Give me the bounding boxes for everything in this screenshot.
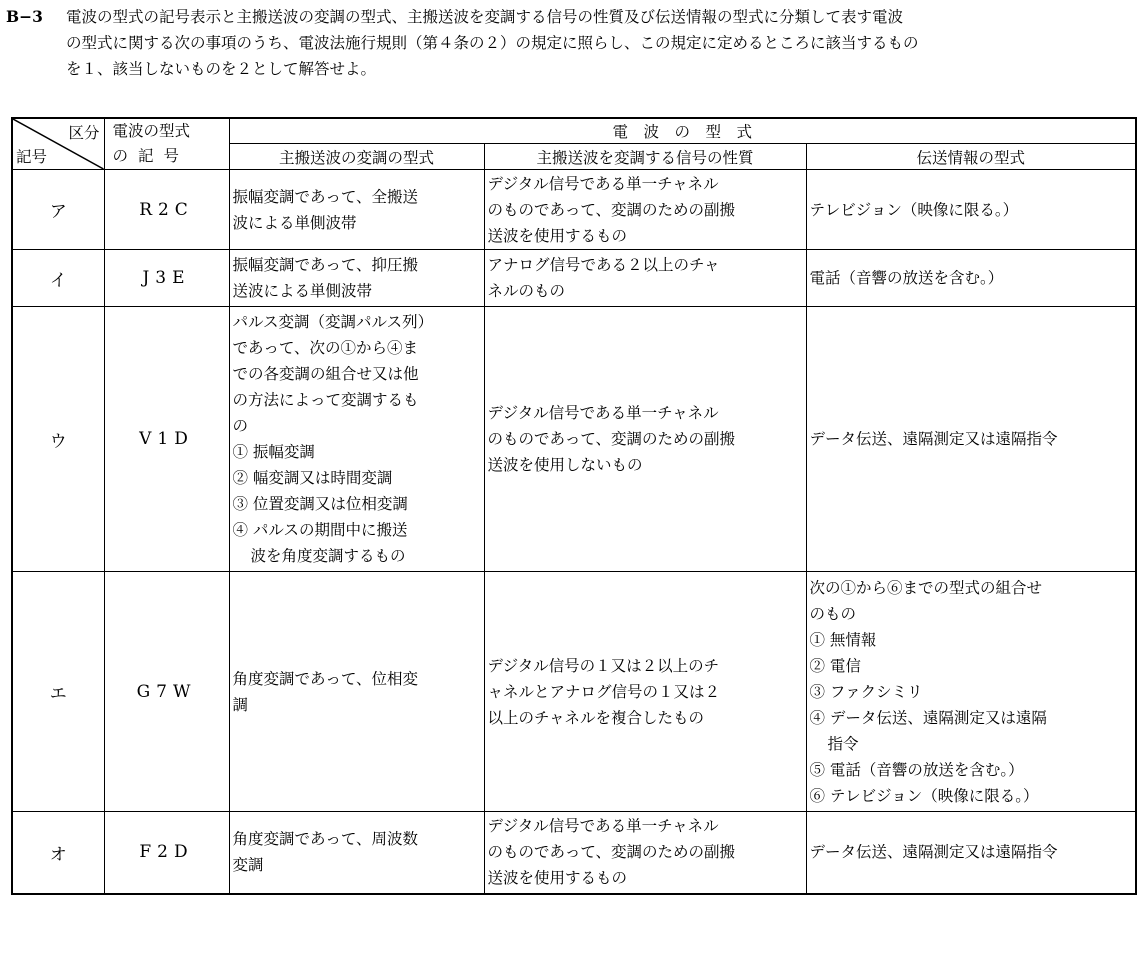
question-number: B−3 [6, 7, 43, 26]
cell-line: のものであって、変調のための副搬 [487, 843, 736, 862]
row-code: R2C [104, 170, 229, 250]
cell-line: ャネルとアナログ信号の１又は２ [487, 682, 721, 701]
cell-line: 調 [232, 695, 249, 714]
cell-line: 送波を使用するもの [487, 869, 628, 888]
info-cell [806, 307, 1136, 572]
cell-line: での各変調の組合せ又は他 [232, 365, 419, 383]
wave-type-symbol-header-line1: 電波の型式 [112, 122, 191, 140]
signal-cell [484, 572, 806, 812]
cell-line: ① 無情報 [809, 630, 877, 649]
cell-line: 次の①から⑥までの型式の組合せ [809, 578, 1043, 597]
row-label: ア [12, 170, 104, 250]
cell-line: 角度変調であって、周波数 [232, 830, 419, 849]
cell-line: のものであって、変調のための副搬 [487, 430, 736, 448]
cell-line: ④ パルスの期間中に搬送 [232, 521, 408, 539]
cell-line: 変調 [232, 856, 264, 875]
cell-line: 振幅変調であって、全搬送 [232, 187, 419, 206]
cell-line: ③ 位置変調又は位相変調 [232, 495, 408, 513]
cell-line: 送波による単側波帯 [232, 282, 373, 300]
table-row [12, 572, 1136, 812]
question-line-1: 電波の型式の記号表示と主搬送波の変調の型式、主搬送波を変調する信号の性質及び伝送情報の型式に分類して表す電波 [66, 8, 904, 26]
cell-line: 指令 [827, 734, 859, 753]
modulation-cell [229, 250, 484, 307]
diagonal-header-cell [12, 118, 104, 170]
row-code: F2D [104, 812, 229, 894]
table-row [12, 812, 1136, 894]
cell-line: であって、次の①から④ま [232, 339, 419, 357]
cell-line: 角度変調であって、位相変 [232, 669, 419, 688]
cell-line: 送波を使用するもの [487, 226, 628, 245]
cell-line: デジタル信号である単一チャネル [487, 174, 719, 193]
cell-line: の [232, 417, 249, 435]
cell-line: ③ ファクシミリ [809, 682, 923, 701]
table-row [12, 170, 1136, 250]
cell-line: データ伝送、遠隔測定又は遠隔指令 [809, 430, 1058, 448]
cell-line: 送波を使用しないもの [487, 456, 643, 474]
cell-line: ② 幅変調又は時間変調 [232, 469, 393, 487]
wave-type-symbol-header-line2: の記号 [112, 147, 190, 165]
symbol-header-label: 記号 [16, 148, 48, 166]
cell-line: パルス変調（変調パルス列） [232, 313, 434, 331]
row-label: ウ [12, 307, 104, 572]
cell-line: 振幅変調であって、抑圧搬 [232, 256, 419, 274]
cell-line: のもの [809, 604, 857, 623]
cell-line: デジタル信号の１又は２以上のチ [487, 656, 720, 675]
cell-line: デジタル信号である単一チャネル [487, 817, 719, 836]
modulation-cell [229, 170, 484, 250]
info-cell [806, 572, 1136, 812]
cell-line: アナログ信号である２以上のチャ [487, 256, 720, 274]
signal-cell [484, 307, 806, 572]
cell-line: ⑤ 電話（音響の放送を含む。） [809, 760, 1024, 779]
table-row [12, 307, 1136, 572]
cell-line: データ伝送、遠隔測定又は遠隔指令 [809, 843, 1058, 862]
wave-type-group-header: 電 波 の 型 式 [229, 118, 1136, 144]
signal-cell [484, 250, 806, 307]
cell-line: テレビジョン（映像に限る。） [809, 200, 1019, 219]
cell-line: 以上のチャネルを複合したもの [487, 708, 705, 727]
radio-wave-type-table [11, 117, 1137, 895]
cell-line: 波による単側波帯 [232, 213, 357, 232]
info-cell [806, 170, 1136, 250]
cell-line: ① 振幅変調 [232, 443, 315, 461]
info-column-header: 伝送情報の型式 [806, 144, 1136, 170]
cell-line: ② 電信 [809, 656, 861, 675]
info-cell [806, 250, 1136, 307]
wave-type-symbol-header [104, 118, 229, 170]
table-row [12, 250, 1136, 307]
row-code: G7W [104, 572, 229, 812]
question-line-2: の型式に関する次の事項のうち、電波法施行規則（第４条の２）の規定に照らし、この規定に定めるところに該当するもの [66, 34, 919, 52]
cell-line: ⑥ テレビジョン（映像に限る。） [809, 786, 1039, 805]
signal-cell [484, 170, 806, 250]
modulation-cell [229, 572, 484, 812]
row-code: V1D [104, 307, 229, 572]
modulation-column-header: 主搬送波の変調の型式 [229, 144, 484, 170]
cell-line: 波を角度変調するもの [250, 547, 406, 565]
cell-line: デジタル信号である単一チャネル [487, 404, 719, 422]
cell-line: ④ データ伝送、遠隔測定又は遠隔 [809, 708, 1047, 727]
cell-line: のものであって、変調のための副搬 [487, 200, 736, 219]
category-header-label: 区分 [68, 124, 100, 142]
cell-line: 電話（音響の放送を含む。） [809, 269, 1004, 287]
cell-line: の方法によって変調するも [232, 391, 419, 409]
row-label: エ [12, 572, 104, 812]
cell-line: ネルのもの [487, 282, 566, 300]
modulation-cell [229, 812, 484, 894]
row-code: J3E [104, 250, 229, 307]
question-line-3: を１、該当しないものを２として解答せよ。 [66, 60, 377, 78]
modulation-cell [229, 307, 484, 572]
info-cell [806, 812, 1136, 894]
row-label: オ [12, 812, 104, 894]
row-label: イ [12, 250, 104, 307]
signal-cell [484, 812, 806, 894]
question-text [6, 4, 1131, 82]
signal-column-header: 主搬送波を変調する信号の性質 [484, 144, 806, 170]
